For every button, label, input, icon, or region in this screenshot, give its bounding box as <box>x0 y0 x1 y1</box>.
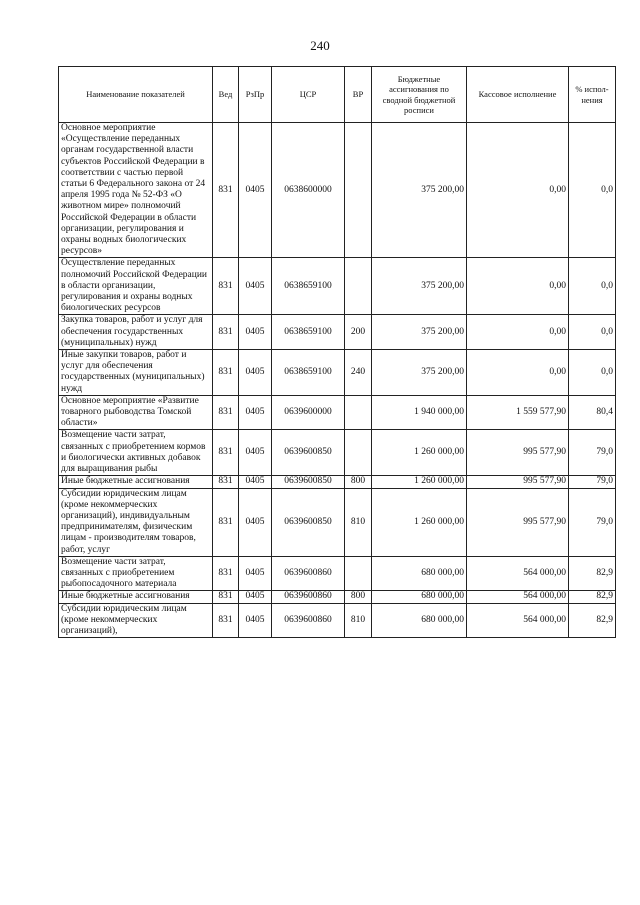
cell-name: Субсидии юридическим лицам (кроме некоммерческих организаций), индивидуальным предпринимателям, физическим лицам - производителям товаров, работ, услуг <box>59 488 213 556</box>
cell-rzpr: 0405 <box>239 488 272 556</box>
cell-budget: 680 000,00 <box>372 603 467 638</box>
cell-vr: 240 <box>345 350 372 396</box>
cell-budget: 680 000,00 <box>372 556 467 591</box>
cell-cash: 564 000,00 <box>467 556 569 591</box>
cell-csr: 0638659100 <box>272 315 345 350</box>
cell-rzpr: 0405 <box>239 430 272 476</box>
cell-vr <box>345 258 372 315</box>
cell-budget: 375 200,00 <box>372 315 467 350</box>
cell-budget: 1 260 000,00 <box>372 488 467 556</box>
cell-name: Возмещение части затрат, связанных с приобретением кормов и биологически активных добавок для выращивания рыбы <box>59 430 213 476</box>
header-budget: Бюджетные ассигнования по сводной бюджетной росписи <box>372 67 467 123</box>
header-ved: Вед <box>213 67 239 123</box>
cell-budget: 375 200,00 <box>372 123 467 258</box>
cell-name: Осуществление переданных полномочий Российской Федерации в области организации, регулирования и охраны водных биологических ресурсов <box>59 258 213 315</box>
cell-csr: 0639600850 <box>272 476 345 488</box>
table-row <box>59 476 616 488</box>
cell-vr <box>345 395 372 430</box>
cell-cash: 995 577,90 <box>467 488 569 556</box>
cell-csr: 0639600850 <box>272 430 345 476</box>
cell-vr: 200 <box>345 315 372 350</box>
cell-csr: 0639600000 <box>272 395 345 430</box>
cell-name: Основное мероприятие «Осуществление переданных органам государственной власти субъектов Российской Федерации в соответствии с частью первой статьи 6 Федерального закона от 24 апреля 1995 года № 52-ФЗ «О животном мире» полномочий Российской Федерации в области организации, регулирования и охраны водных биологических ресурсов» <box>59 123 213 258</box>
budget-execution-table <box>58 66 616 638</box>
header-csr: ЦСР <box>272 67 345 123</box>
table-row <box>59 350 616 396</box>
cell-percent: 79,0 <box>569 488 616 556</box>
cell-ved: 831 <box>213 488 239 556</box>
cell-cash: 1 559 577,90 <box>467 395 569 430</box>
cell-percent: 82,9 <box>569 556 616 591</box>
cell-ved: 831 <box>213 258 239 315</box>
cell-ved: 831 <box>213 476 239 488</box>
cell-budget: 680 000,00 <box>372 591 467 603</box>
cell-csr: 0639600860 <box>272 591 345 603</box>
cell-cash: 0,00 <box>467 123 569 258</box>
cell-csr: 0638600000 <box>272 123 345 258</box>
cell-rzpr: 0405 <box>239 315 272 350</box>
table-row <box>59 430 616 476</box>
table-row <box>59 395 616 430</box>
cell-percent: 0,0 <box>569 350 616 396</box>
cell-ved: 831 <box>213 556 239 591</box>
cell-rzpr: 0405 <box>239 350 272 396</box>
cell-vr <box>345 556 372 591</box>
cell-cash: 0,00 <box>467 350 569 396</box>
cell-rzpr: 0405 <box>239 556 272 591</box>
cell-budget: 1 260 000,00 <box>372 476 467 488</box>
cell-ved: 831 <box>213 591 239 603</box>
cell-cash: 564 000,00 <box>467 591 569 603</box>
table-row <box>59 591 616 603</box>
cell-cash: 995 577,90 <box>467 430 569 476</box>
cell-csr: 0639600850 <box>272 488 345 556</box>
table-row <box>59 258 616 315</box>
cell-ved: 831 <box>213 350 239 396</box>
cell-budget: 1 940 000,00 <box>372 395 467 430</box>
table-row <box>59 556 616 591</box>
cell-csr: 0638659100 <box>272 258 345 315</box>
cell-csr: 0638659100 <box>272 350 345 396</box>
cell-cash: 564 000,00 <box>467 603 569 638</box>
header-rzpr: РзПр <box>239 67 272 123</box>
cell-percent: 79,0 <box>569 430 616 476</box>
cell-cash: 995 577,90 <box>467 476 569 488</box>
cell-rzpr: 0405 <box>239 476 272 488</box>
cell-ved: 831 <box>213 395 239 430</box>
cell-vr: 800 <box>345 476 372 488</box>
header-row <box>59 67 616 123</box>
cell-percent: 79,0 <box>569 476 616 488</box>
table-row <box>59 603 616 638</box>
cell-name: Закупка товаров, работ и услуг для обеспечения государственных (муниципальных) нужд <box>59 315 213 350</box>
cell-vr: 800 <box>345 591 372 603</box>
table-row <box>59 315 616 350</box>
cell-name: Иные бюджетные ассигнования <box>59 476 213 488</box>
header-name: Наименование показателей <box>59 67 213 123</box>
cell-percent: 82,9 <box>569 603 616 638</box>
cell-vr: 810 <box>345 488 372 556</box>
header-percent: % испол-нения <box>569 67 616 123</box>
cell-percent: 0,0 <box>569 258 616 315</box>
cell-rzpr: 0405 <box>239 591 272 603</box>
cell-vr: 810 <box>345 603 372 638</box>
cell-cash: 0,00 <box>467 258 569 315</box>
cell-rzpr: 0405 <box>239 123 272 258</box>
cell-name: Основное мероприятие «Развитие товарного рыбоводства Томской области» <box>59 395 213 430</box>
cell-budget: 375 200,00 <box>372 258 467 315</box>
cell-ved: 831 <box>213 315 239 350</box>
cell-budget: 1 260 000,00 <box>372 430 467 476</box>
cell-cash: 0,00 <box>467 315 569 350</box>
header-vr: ВР <box>345 67 372 123</box>
cell-percent: 0,0 <box>569 123 616 258</box>
cell-csr: 0639600860 <box>272 556 345 591</box>
cell-csr: 0639600860 <box>272 603 345 638</box>
page-number: 240 <box>310 38 330 53</box>
table-row <box>59 123 616 258</box>
cell-rzpr: 0405 <box>239 603 272 638</box>
header-cash: Кассовое исполнение <box>467 67 569 123</box>
cell-name: Иные закупки товаров, работ и услуг для обеспечения государственных (муниципальных) нужд <box>59 350 213 396</box>
cell-rzpr: 0405 <box>239 258 272 315</box>
cell-vr <box>345 430 372 476</box>
cell-name: Возмещение части затрат, связанных с приобретением рыбопосадочного материала <box>59 556 213 591</box>
cell-ved: 831 <box>213 430 239 476</box>
cell-rzpr: 0405 <box>239 395 272 430</box>
cell-percent: 0,0 <box>569 315 616 350</box>
cell-vr <box>345 123 372 258</box>
cell-ved: 831 <box>213 123 239 258</box>
cell-name: Субсидии юридическим лицам (кроме некоммерческих организаций), <box>59 603 213 638</box>
cell-budget: 375 200,00 <box>372 350 467 396</box>
cell-percent: 80,4 <box>569 395 616 430</box>
table-row <box>59 488 616 556</box>
cell-ved: 831 <box>213 603 239 638</box>
cell-name: Иные бюджетные ассигнования <box>59 591 213 603</box>
cell-percent: 82,9 <box>569 591 616 603</box>
